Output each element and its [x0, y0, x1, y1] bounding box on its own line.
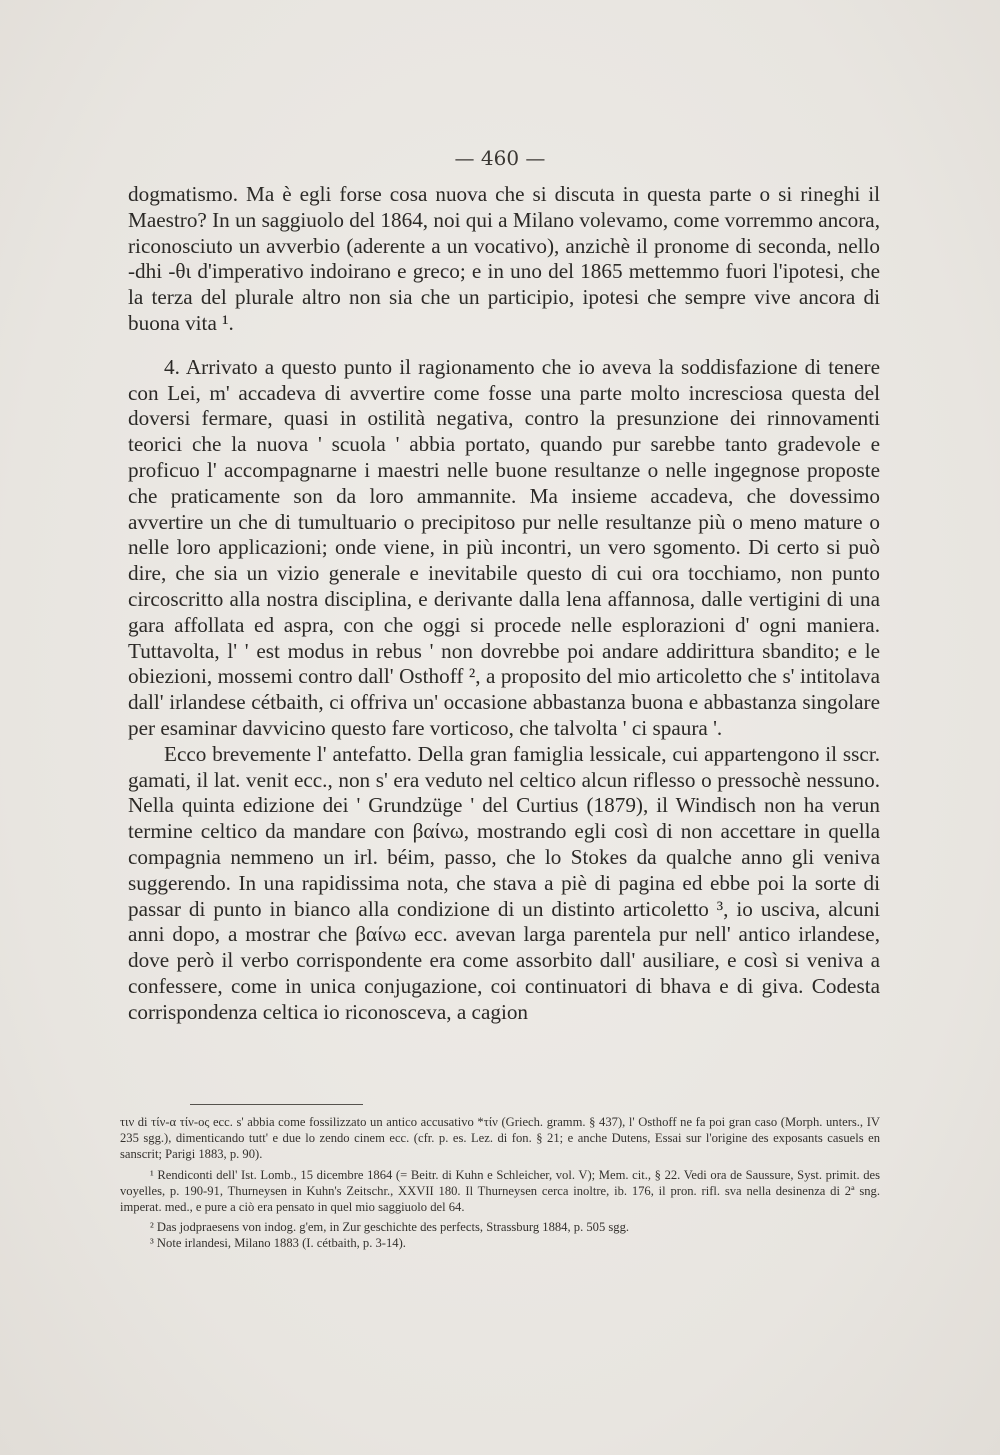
page-number: — 460 — — [454, 146, 546, 170]
paragraph-continuation: dogmatismo. Ma è egli forse cosa nuova che si discuta in questa parte o si rineghi il Maestro? In un saggiuolo del 1864, noi qui a Milano volevamo, come vorremmo ancora, riconosciuto un avverbio (aderente a un vocativo), anzichè il pronome di seconda, nello -dhi -θι d'imperativo indoirano e greco; e in uno del 1865 mettemmo fuori l'ipotesi, che la terza del plurale altro non sia che un participio, ipotesi che sempre vive ancora di buona vita ¹. — [128, 182, 880, 335]
footnote-rule — [190, 1104, 363, 1105]
main-text — [128, 182, 880, 1026]
footnotes — [120, 1114, 880, 1252]
paragraph-section-4: 4. Arrivato a questo punto il ragionamento che io aveva la soddisfazione di tenere con Lei, m' accadeva di avvertire come fosse una parte molto incresciosa questa del doversi fermare, quasi in ostilità negativa, contro la presunzione dei rinnovamenti teorici che la nuova ' scuola ' abbia portato, quando pur sarebbe tanto gradevole e proficuo l' accompagnarne i maestri nelle buone resultanze o nelle ingegnose proposte che praticamente son da loro ammannite. Ma insieme accadeva, che dovessimo avvertire un che di tumultuario o precipitoso pur nelle resultanze più o meno mature o nelle loro applicazioni; onde viene, in più incontri, un vero sgomento. Di certo si può dire, che sia un vizio generale e inevitabile questo di cui ora tocchiamo, non punto circoscritto alla nostra disciplina, e derivante dalla lena affannosa, dalle vertigini di una gara affollata ed aspra, con che oggi si procede nelle esplorazioni d' ogni maniera. Tuttavolta, l' ' est modus in rebus ' non dovrebbe poi andare addirittura sbandito; e le obiezioni, mossemi contro dall' Osthoff ², a proposito del mio articoletto che s' intitolava dall' irlandese cétbaith, ci offriva un' occasione abbastanza buona e abbastanza singolare per esaminar davvicino questo fare vorticoso, che talvolta ' ci spaura '. — [128, 354, 880, 740]
paragraph-antefatto: Ecco brevemente l' antefatto. Della gran famiglia lessicale, cui appartengono il sscr. gamati, il lat. venit ecc., non s' era veduto nel celtico alcun riflesso o pressochè nessuno. Nella quinta edizione dei ' Grundzüge ' del Curtius (1879), il Windisch non ha verun termine celtico da mandare con βαίνω, mostrando egli così di non accettare in quella compagnia nemmeno un irl. béim, passo, che lo Stokes da qualche anno gli veniva suggerendo. In una rapidissima nota, che stava a piè di pagina ed ebbe poi la sorte di passar di punto in bianco alla condizione di un distinto articoletto ³, io usciva, alcuni anni dopo, a mostrar che βαίνω ecc. avevan larga parentela pur nell' antico irlandese, dove però il verbo corrispondente era come assorbito dall' ausiliare, e così si veniva a confessere, come in unica conjugazione, coi continuatori di bhava e di giva. Codesta corrispondenza celtica io riconosceva, a cagion — [128, 741, 880, 1024]
footnote-1: ¹ Rendiconti dell' Ist. Lomb., 15 dicembre 1864 (= Beitr. di Kuhn e Schleicher, vol. V); Mem. cit., § 22. Vedi ora de Saussure, Syst. primit. des voyelles, p. 190-91, Thurneysen in Kuhn's Zeitschr., XXVII 180. Il Thurneysen cerca inoltre, ib. 176, il pron. rifl. sva nella desinenza di 2ª sng. imperat. med., e pure a ciò era pensato in quel mio saggiuolo del 64. — [120, 1167, 880, 1215]
footnote-continuation: τιν di τίν-α τίν-ος ecc. s' abbia come fossilizzato un antico accusativo *τίν (Griech. gramm. § 437), l' Osthoff ne fa poi gran caso (Morph. unters., IV 235 sgg.), dimenticando tutt' e due lo zendo cinem ecc. (cfr. p. es. Lez. di fon. § 21; e anche Dutens, Essai sur l'origine des exposants casuels en sanscrit; Parigi 1883, p. 90). — [120, 1115, 880, 1162]
footnote-2: ² Das jodpraesens von indog. g'em, in Zur geschichte des perfects, Strassburg 1884, p. 505 sgg. — [150, 1220, 630, 1235]
footnote-3: ³ Note irlandesi, Milano 1883 (I. cétbaith, p. 3-14). — [150, 1236, 406, 1251]
